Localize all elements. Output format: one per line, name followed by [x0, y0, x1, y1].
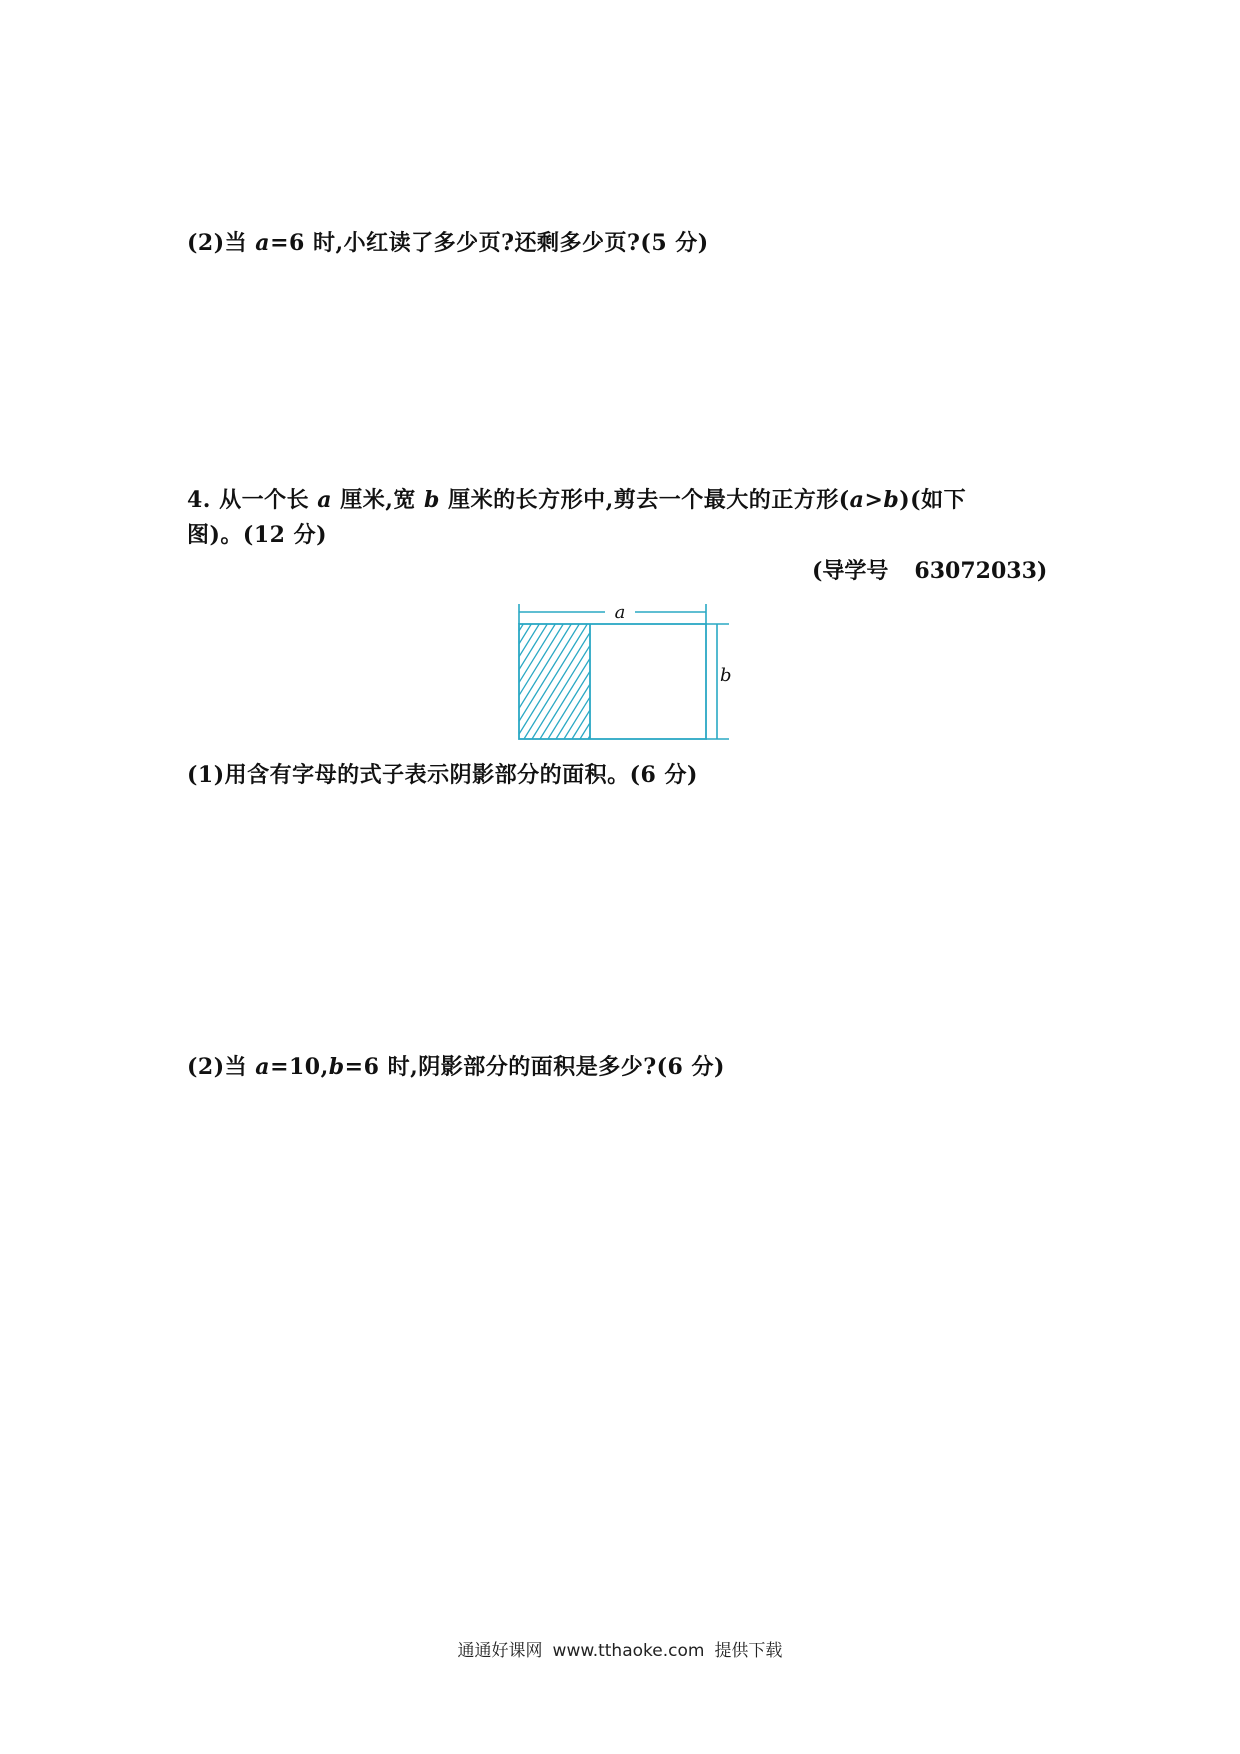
q4-seg3: 厘米的长方形中,剪去一个最大的正方形( [439, 487, 850, 513]
q4-part2-prefix: (2)当 [187, 1054, 256, 1080]
hatch-line [505, 624, 507, 739]
variable-b: b [424, 487, 440, 513]
footer [0, 1636, 1240, 1661]
variable-b: b [328, 1054, 345, 1080]
hatch-line [628, 624, 699, 739]
footer-site-name: 通通好课网 [457, 1641, 543, 1661]
hatch-line [505, 624, 555, 739]
greater-than: > [864, 487, 884, 513]
question-3-part-2 [187, 228, 709, 258]
q4-part1-text: (1)用含有字母的式子表示阴影部分的面积。(6 分) [187, 762, 698, 788]
label-a: a [614, 602, 626, 623]
footer-suffix: 提供下载 [714, 1641, 783, 1661]
hatch-line [612, 624, 683, 739]
shaded-square-hatching [505, 624, 735, 739]
hatch-line [516, 624, 587, 739]
question-4-part-2 [187, 1052, 725, 1082]
q4-line2: 图)。(12 分) [187, 522, 328, 548]
question-4-line-2 [187, 520, 327, 550]
variable-a: a [255, 1054, 271, 1080]
question-4-part-1 [187, 760, 698, 790]
hatch-line [604, 624, 675, 739]
q4-part2-mid: =10, [270, 1054, 329, 1080]
hatch-line [636, 624, 707, 739]
variable-b: b [883, 487, 900, 513]
variable-a: a [317, 487, 333, 513]
q3-part2-text: =6 时,小红读了多少页?还剩多少页?(5 分) [270, 230, 709, 256]
variable-a: a [849, 487, 865, 513]
hatch-line [588, 624, 659, 739]
variable-a: a [255, 230, 271, 256]
hatch-line [540, 624, 611, 739]
footer-url[interactable]: www.tthaoke.com [552, 1641, 705, 1661]
q4-seg4: )(如下 [899, 487, 967, 513]
q4-seg2: 厘米,宽 [332, 487, 425, 513]
hatch-line [524, 624, 595, 739]
guide-number-value: 63072033) [914, 558, 1048, 584]
guide-label: (导学号 [812, 558, 889, 584]
hatch-line [532, 624, 603, 739]
hatch-line [596, 624, 667, 739]
label-b: b [720, 665, 732, 686]
hatch-line [556, 624, 627, 739]
hatch-line [572, 624, 643, 739]
hatch-line [505, 624, 571, 739]
rectangle-diagram [505, 600, 735, 750]
q4-part2-text: =6 时,阴影部分的面积是多少?(6 分) [344, 1054, 725, 1080]
outer-rectangle [519, 624, 706, 739]
hatch-line [652, 624, 723, 739]
guide-number [812, 556, 1047, 586]
q3-part2-prefix: (2)当 [187, 230, 256, 256]
hatch-line [548, 624, 619, 739]
q4-seg1: 4. 从一个长 [187, 487, 318, 513]
question-4-line-1 [187, 485, 966, 515]
hatch-line [505, 624, 515, 739]
hatch-line [620, 624, 691, 739]
hatch-line [564, 624, 635, 739]
hatch-line [644, 624, 715, 739]
rectangle-figure [505, 600, 735, 750]
